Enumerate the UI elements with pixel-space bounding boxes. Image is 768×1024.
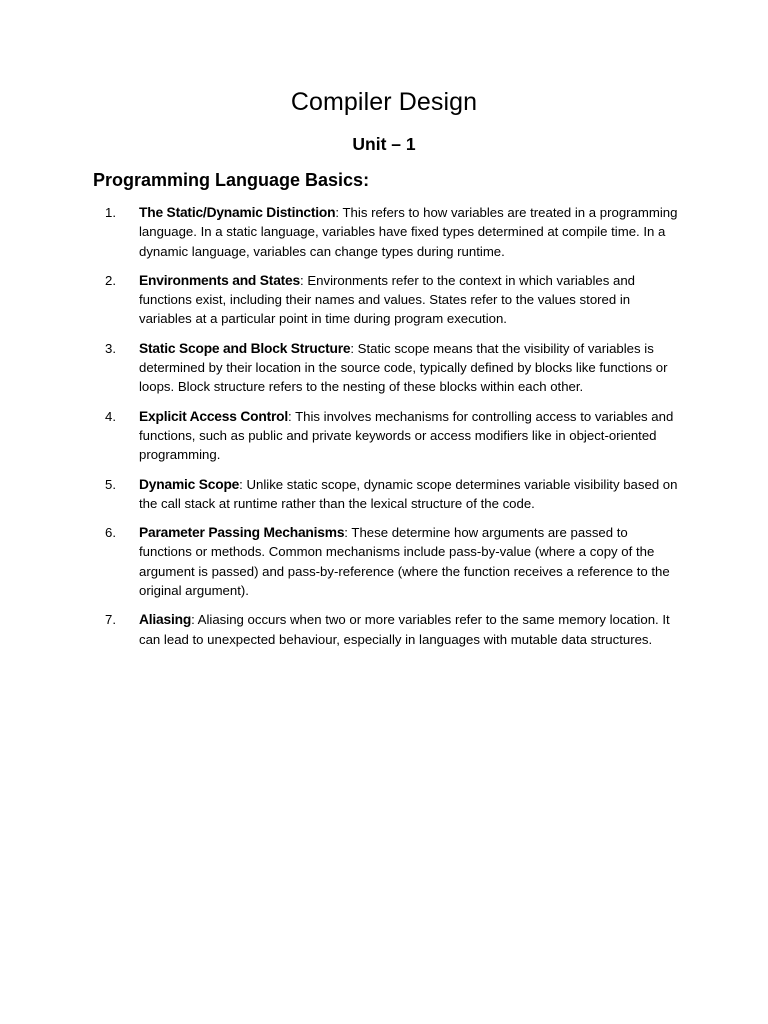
list-item-text	[139, 271, 683, 329]
list-item-text	[139, 407, 683, 465]
list-item	[93, 523, 683, 600]
list-item-description: : Aliasing occurs when two or more variables refer to the same memory location. It can lead to unexpected behaviour, especially in languages with mutable data structures.	[139, 612, 670, 647]
list-item-text	[139, 475, 683, 514]
list-item-number: 5.	[105, 476, 116, 492]
list-item-description: : This involves mechanisms for controlling access to variables and functions, such as public and private keywords or access modifiers like in object-oriented programming.	[139, 408, 674, 463]
list-item	[93, 475, 683, 514]
list-item	[93, 610, 683, 649]
list-item-number: 3.	[105, 340, 116, 356]
list-item-number: 6.	[105, 525, 116, 541]
list-item-description: : This refers to how variables are treated in a programming language. In a static language, variables have fixed types determined at compile time. In a dynamic language, variables can change types during runtime.	[139, 205, 678, 259]
list-item-term: Dynamic Scope	[139, 476, 240, 492]
document-subtitle: Unit – 1	[352, 134, 416, 154]
list-item-term: Explicit Access Control	[139, 408, 288, 424]
list-item-number: 4.	[105, 408, 116, 424]
list-item	[93, 407, 683, 465]
list-item-number: 2.	[105, 272, 116, 288]
list-item-number: 1.	[105, 205, 116, 220]
list-item	[93, 339, 683, 397]
section-heading: Programming Language Basics:	[93, 170, 370, 190]
list-item-description: : Environments refer to the context in which variables and functions exist, including their names and values. States refer to the values stored in variables at a particular point in time during program execution.	[139, 272, 636, 327]
list-item-text	[139, 203, 683, 261]
list-item-text	[139, 339, 683, 397]
list-item-description: : Static scope means that the visibility of variables is determined by their location in the source code, typically defined by blocks like functions or loops. Block structure refers to the nesting of these blocks within each other.	[139, 340, 668, 395]
list-item-term: Static Scope and Block Structure	[139, 340, 351, 356]
list-item-description: : Unlike static scope, dynamic scope determines variable visibility based on the call stack at runtime rather than the lexical structure of the code.	[139, 476, 678, 511]
list-item	[93, 203, 683, 261]
list-item-text	[139, 523, 683, 600]
list-item-term: The Static/Dynamic Distinction	[139, 205, 336, 220]
list-item-term: Aliasing	[139, 612, 192, 628]
document-title: Compiler Design	[290, 88, 478, 116]
list-item-term: Parameter Passing Mechanisms	[139, 525, 345, 541]
list-item	[93, 271, 683, 329]
list-item-term: Environments and States	[139, 272, 301, 288]
list-item-text	[139, 610, 683, 649]
list-item-description: : These determine how arguments are passed to functions or methods. Common mechanisms include pass-by-value (where a copy of the argument is passed) and pass-by-reference (where the function receives a reference to the original argument).	[139, 525, 670, 599]
numbered-list	[93, 203, 683, 659]
list-item-number: 7.	[105, 612, 116, 628]
